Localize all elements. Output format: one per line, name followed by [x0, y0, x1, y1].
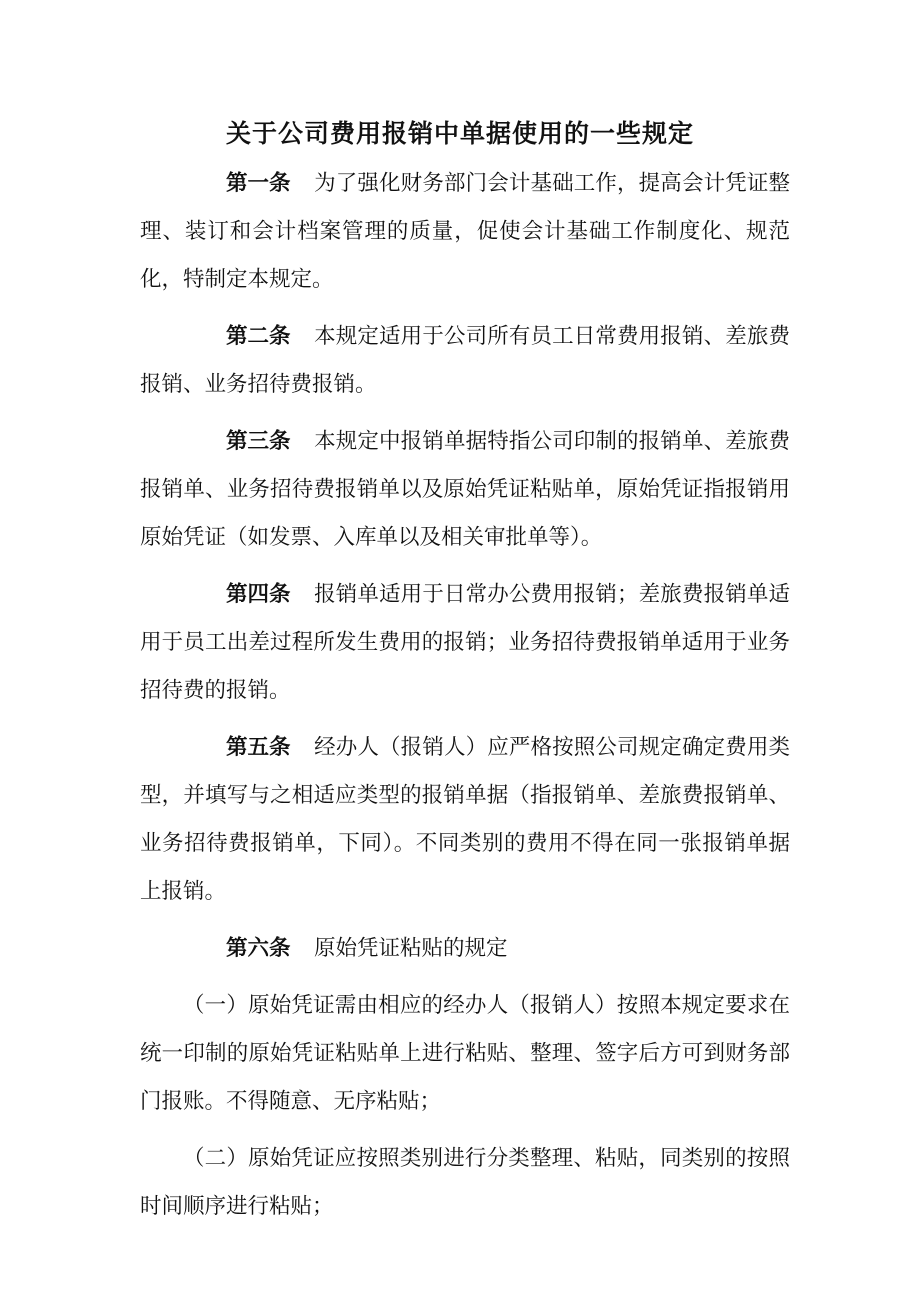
article-text: 经办人（报销人）应严格按照公司规定确定费用类型，并填写与之相适应类型的报销单据（指报销单、差旅费报销单、业务招待费报销单，下同）。不同类别的费用不得在同一张报销单据上报销。: [140, 735, 790, 904]
article-text: 报销单适用于日常办公费用报销；差旅费报销单适用于员工出差过程所发生费用的报销；业务招待费报销单适用于业务招待费的报销。: [140, 582, 790, 703]
article-label: 第四条: [226, 582, 291, 607]
article-label: 第三条: [226, 429, 291, 454]
article-label: 第二条: [226, 324, 291, 349]
article-1: [140, 160, 790, 304]
article-text: 本规定适用于公司所有员工日常费用报销、差旅费报销、业务招待费报销。: [140, 324, 790, 397]
article-label: 第一条: [226, 171, 291, 196]
sub-item-2: （二）原始凭证应按照类别进行分类整理、粘贴，同类别的按照时间顺序进行粘贴；: [140, 1146, 790, 1219]
article-6: [140, 925, 790, 973]
article-text: 本规定中报销单据特指公司印制的报销单、差旅费报销单、业务招待费报销单以及原始凭证粘贴单，原始凭证指报销用原始凭证（如发票、入库单以及相关审批单等）。: [140, 429, 790, 550]
document-body: [140, 160, 790, 1240]
document-title: 关于公司费用报销中单据使用的一些规定: [225, 119, 694, 148]
article-5: [140, 724, 790, 916]
article-label: 第六条: [226, 936, 291, 961]
article-3: [140, 418, 790, 562]
article-text: 为了强化财务部门会计基础工作，提高会计凭证整理、装订和会计档案管理的质量，促使会计基础工作制度化、规范化，特制定本规定。: [140, 171, 790, 292]
article-4: [140, 571, 790, 715]
article-2: [140, 313, 790, 409]
sub-item-1: （一）原始凭证需由相应的经办人（报销人）按照本规定要求在统一印制的原始凭证粘贴单上进行粘贴、整理、签字后方可到财务部门报账。不得随意、无序粘贴；: [140, 993, 790, 1114]
article-text: 原始凭证粘贴的规定: [314, 936, 508, 961]
article-label: 第五条: [226, 735, 291, 760]
